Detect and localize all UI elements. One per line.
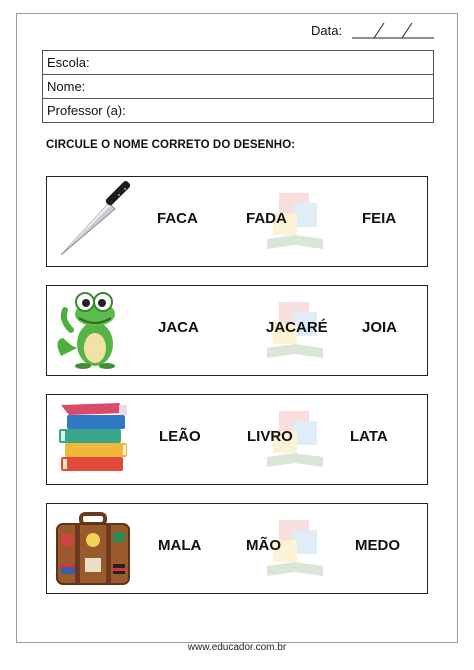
name-field[interactable] [43, 75, 433, 99]
exercise-box-3 [46, 394, 428, 485]
option-word[interactable]: FEIA [362, 210, 397, 227]
option-word[interactable]: MEDO [355, 537, 400, 554]
school-field[interactable] [43, 51, 433, 75]
option-word[interactable]: JOIA [362, 319, 398, 336]
teacher-field[interactable] [43, 99, 433, 122]
suitcase-picture [53, 508, 133, 588]
exercise-box-4 [46, 503, 428, 594]
option-word[interactable]: LATA [350, 428, 388, 445]
school-label: Escola: [47, 55, 90, 70]
option-word[interactable]: LIVRO [247, 428, 293, 445]
option-word[interactable]: FADA [246, 210, 287, 227]
footer-url[interactable]: www.educador.com.br [187, 642, 287, 653]
option-word[interactable]: MÃO [246, 537, 281, 554]
alligator-picture [53, 290, 133, 370]
name-label: Nome: [47, 79, 86, 94]
option-word[interactable]: MALA [158, 537, 202, 554]
exercise-box-1 [46, 176, 428, 267]
option-word[interactable]: FACA [157, 210, 198, 227]
teacher-label: Professor (a): [47, 103, 126, 118]
books-picture [53, 399, 133, 479]
option-word[interactable]: JACA [158, 319, 199, 336]
knife-picture [53, 181, 133, 261]
exercise-box-2 [46, 285, 428, 376]
instruction-text: CIRCULE O NOME CORRETO DO DESENHO: [46, 139, 296, 151]
header-fields [42, 50, 434, 123]
date-blank[interactable] [352, 22, 434, 39]
date-label: Data: [311, 23, 343, 38]
option-word[interactable]: JACARÉ [266, 319, 328, 336]
option-word[interactable]: LEÃO [159, 428, 201, 445]
